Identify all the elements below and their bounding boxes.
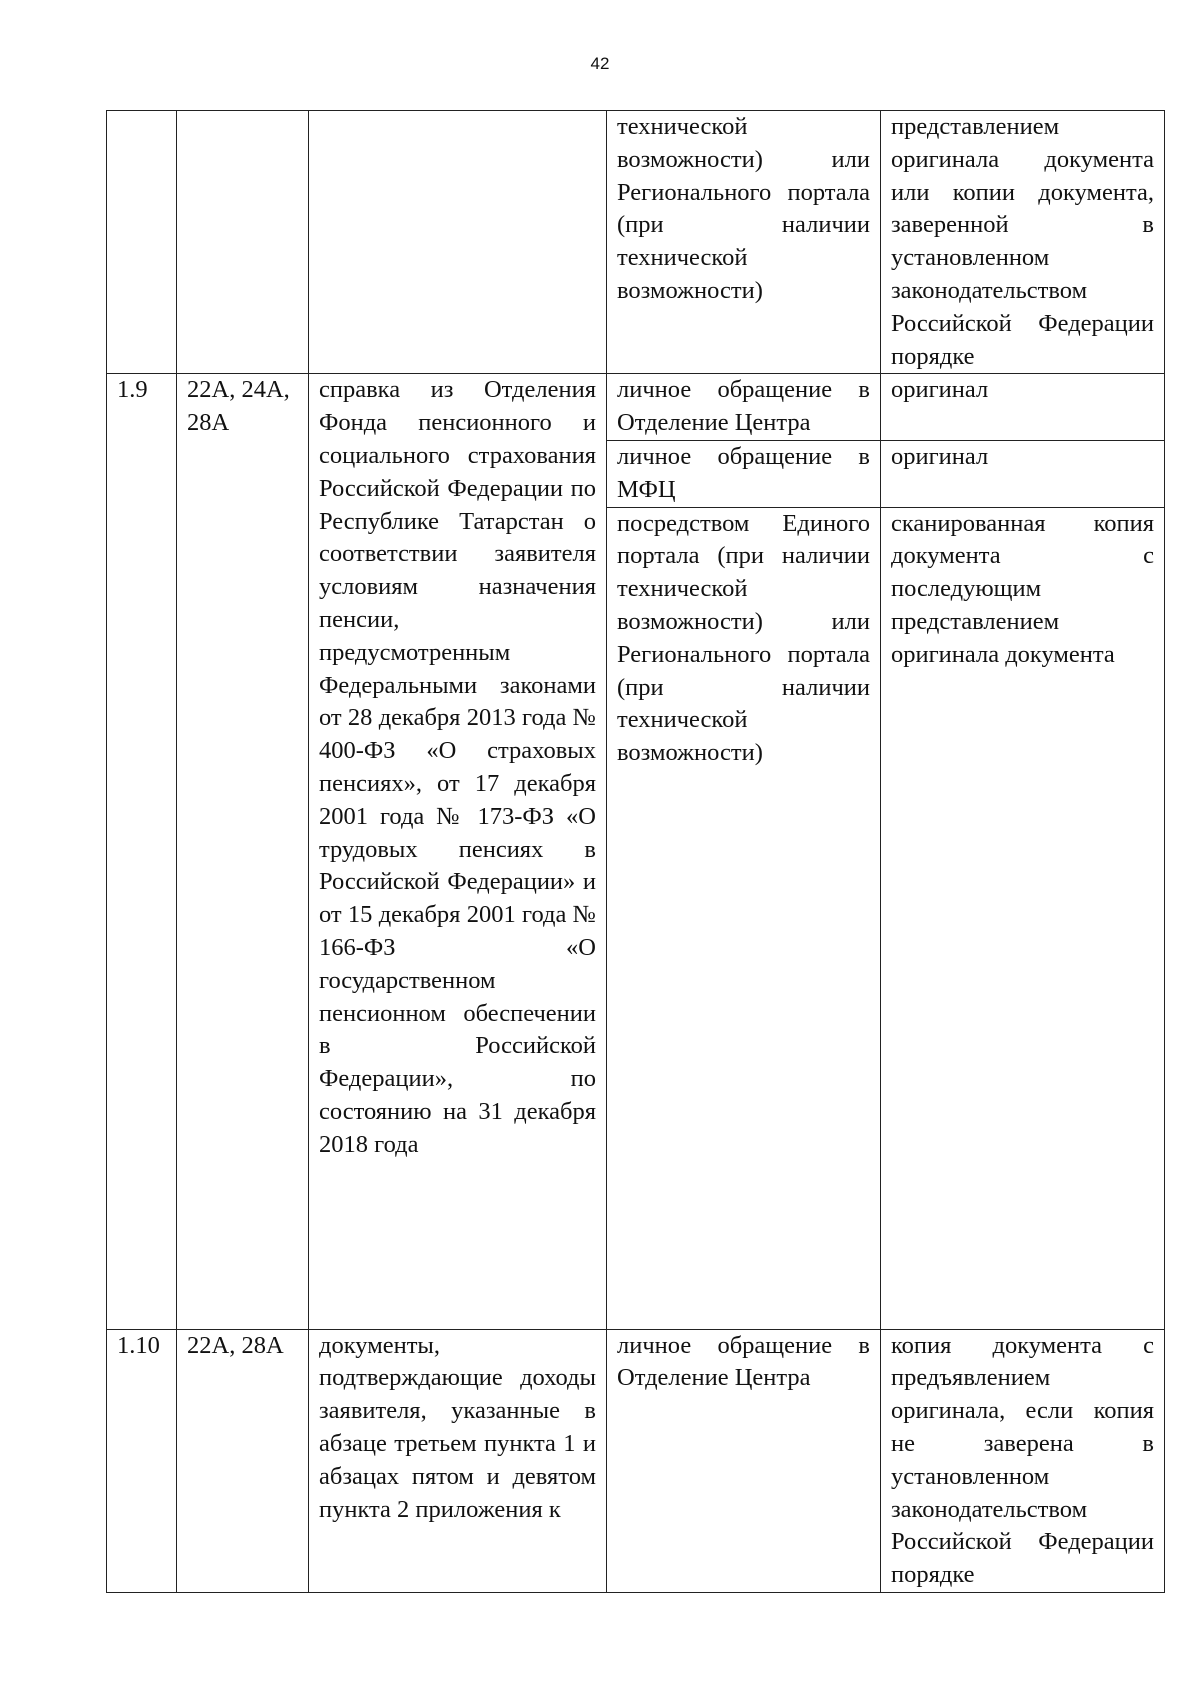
row-method: личное обращение в Отделение Центра (607, 374, 881, 441)
row-method: посредством Единого портала (при наличии технической возможности) или Регионального портала (при наличии технической возможности) (607, 507, 881, 1329)
row-form: представлением оригинала документа или копии документа, заверенной в установленном законодательством Российской Федерации порядке (881, 111, 1165, 374)
row-method: технической возможности) или Регионального портала (при наличии технической возможности) (607, 111, 881, 374)
row-codes (177, 111, 309, 374)
row-number (107, 111, 177, 374)
row-number: 1.9 (107, 374, 177, 1329)
row-method: личное обращение в Отделение Центра (607, 1329, 881, 1592)
row-document: справка из Отделения Фонда пенсионного и социального страхования Российской Федерации по Республике Татарстан о соответствии заявителя условиям назначения пенсии, предусмотренным Федеральными законами от 28 декабря 2013 года № 400-ФЗ «О страховых пенсиях», от 17 декабря 2001 года № 173-ФЗ «О трудовых пенсиях в Российской Федерации» и от 15 декабря 2001 года № 166-ФЗ «О государственном пенсионном обеспечении в Российской Федерации», по состоянию на 31 декабря 2018 года (309, 374, 607, 1329)
row-document: документы, подтверждающие доходы заявителя, указанные в абзаце третьем пункта 1 и абзацах пятом и девятом пункта 2 приложения к (309, 1329, 607, 1592)
documents-table (106, 110, 1165, 1593)
row-form: оригинал (881, 374, 1165, 441)
table-row (107, 111, 1165, 374)
row-form: сканированная копия документа с последующим представлением оригинала документа (881, 507, 1165, 1329)
row-form: оригинал (881, 440, 1165, 507)
row-codes: 22А, 28А (177, 1329, 309, 1592)
table-row (107, 1329, 1165, 1592)
row-form: копия документа с предъявлением оригинала, если копия не заверена в установленном законодательством Российской Федерации порядке (881, 1329, 1165, 1592)
row-number: 1.10 (107, 1329, 177, 1592)
page-number: 42 (590, 54, 610, 73)
row-method: личное обращение в МФЦ (607, 440, 881, 507)
row-document (309, 111, 607, 374)
row-codes: 22А, 24А, 28А (177, 374, 309, 1329)
table-row (107, 374, 1165, 441)
